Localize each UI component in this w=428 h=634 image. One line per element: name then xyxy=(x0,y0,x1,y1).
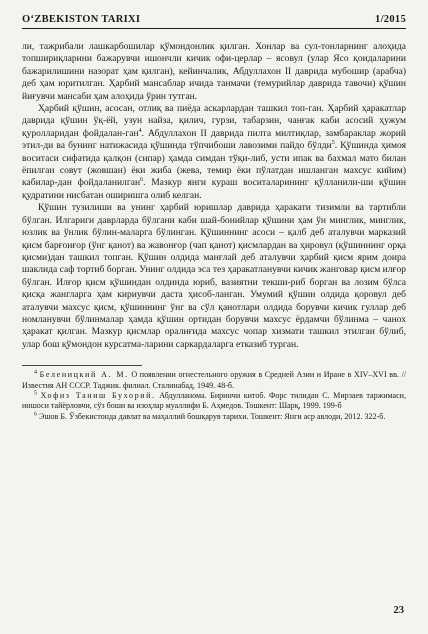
footnote-mark: 4 xyxy=(34,369,37,376)
footnote-ref-6[interactable]: 6 xyxy=(140,177,144,184)
footnote-mark: 5 xyxy=(34,390,37,397)
footnotes xyxy=(22,370,406,422)
footnote-separator xyxy=(22,365,142,366)
header-rule xyxy=(22,28,406,29)
paragraph-3: Қўшин тузилиши ва унинг ҳарбий юришлар даврида ҳаракати тизимли ва тартибли бўлган. Илгариги даврларда бўлгани каби шай-бонийлар қўшини ҳам ўн минглик, минглик, юзлик ва ўнлик бўлин-маларга бўлинган. Қўшиннинг асоси – қалб деб аталувчи марказий қисм барғонғор (ўнг қанот) ва жавонғор (чап қанот) қисмлардан ва ҳировул (қўшиннинг орқа қисми)дан ташкил топган. Қўшин олдида манғлай деб аталувчи ҳарбий қисм ярим доира шаклида саф тортиб борган. Унинг олдида эса тез ҳаракатланувчи кичик жанговар қисм илғор бўлган. Илғор қисм қўшиндан олдинда юриб, вазиятни текши-риб борган ва лозим бўлса қисқа жангларга ҳам кириувчи дастa ҳисоб-ланган. Умумий қўшин олдида қоровул деб аталувчи махсус қисм, қўшиннинг ўнг ва сўл қанотлари олдида борувчи кичик гуллар деб номланувчи бўлинмалар ҳамда қўшин ортидан борувчи махсус ёрдамчи бўлинма – чанох ҳаракат қилган. Мазкур қисмлар оралиғида махсус чопар хизмати ташкил этилган бўлиб, улар бош қўмондон курсатма-ларини саркардаларга етказиб турган. xyxy=(22,202,406,350)
paragraph-1: ли, тажрибали лашкарбошилар қўмондонлик қилган. Хонлар ва сул-тонларнинг алоҳида топшириқларини бажарувчи ишончли кичик офи-церлар – ясовул (улар Ясо қоидаларини бажарилишини назорат ҳам қилган), кейинчалик, Абдуллахон II даврида мубошир (арабча) деб ҳам юритилган. Ҳарбий мансаблар ичида танмачи (темурийлар даврида тавочи) қўшин йиғувчи мансаби ҳам алоҳида ўрин тутган. xyxy=(22,41,406,102)
footnote-mark: 6 xyxy=(34,411,37,418)
paragraph-2 xyxy=(22,103,406,202)
issue-number: 1/2015 xyxy=(375,14,406,25)
footnote-ref-5[interactable]: 5 xyxy=(331,140,335,147)
paragraph-2-part-d: . Мазкур янги кураш воситаларининг қўлланили-ши қўшин қудратини нисбатан оширишга олиб келган. xyxy=(22,177,406,201)
paragraph-2-part-c: . Қўшинда ҳимоя воситаси сифатида қалқон (сипар) ҳамда симдан тўқи-либ, усти ипак ва бахмал мато билан ёпилган совут (жовшан) ёки жиба (жева, темир ёки пўлатдан ишланган махсус кийим) кабилар-дан фойдаланилган xyxy=(22,140,407,189)
footnote-5 xyxy=(22,391,406,412)
paragraph-2-part-b: . Абдуллахон II даврида пилта милтиқлар, замбараклар жорий этил-ди ва бунинг натижасида қўшинда тўпчибоши лавозими пайдо бўлди xyxy=(22,127,406,152)
footnote-ref-4[interactable]: 4 xyxy=(138,127,142,134)
journal-title: O‘ZBEKISTON TARIXI xyxy=(22,14,141,25)
footnote-text: О появлении огнестельного оружия в Средней Азии и Иране в XIV–XVI вв. // Известия АН СССР. Таджик. филиал. Сталинабад, 1949. 48-б. xyxy=(22,370,407,390)
footnote-author: Хофиз Таниш Бухорий. xyxy=(40,390,156,400)
page-number: 23 xyxy=(393,605,404,616)
footnote-4 xyxy=(22,370,406,391)
article-body xyxy=(22,41,406,351)
footnote-author: Беленицкий А. М. xyxy=(39,370,129,380)
footnote-text: Эшов Б. Ўзбекистонда давлат ва маҳаллий бошқарув тарихи. Тошкент: Янги аср авлоди, 2012. 322-б. xyxy=(39,411,386,421)
running-header xyxy=(22,14,406,27)
footnote-6 xyxy=(22,412,406,422)
footnote-text: Абдулланома. Биринчи китоб. Форс тилидан С. Мирзаев таржимаси, иншоси тайёрловчи, сўз боши ва изоҳлар муаллифи Б. Аҳмедов. Тошкент: Шарқ, 1999. 199-б xyxy=(22,390,406,411)
paragraph-2-part-a: Ҳарбий қўшин, асосан, отлиқ ва пиёда аскарлардан ташкил топ-ган. Ҳарбий ҳаракатлар даврида қўшин ўқ-ёй, узун найза, қилич, гурзи, табарзин, чанғак каби асосий ҳужум қуролларидан фойдалан-ган xyxy=(22,103,406,139)
